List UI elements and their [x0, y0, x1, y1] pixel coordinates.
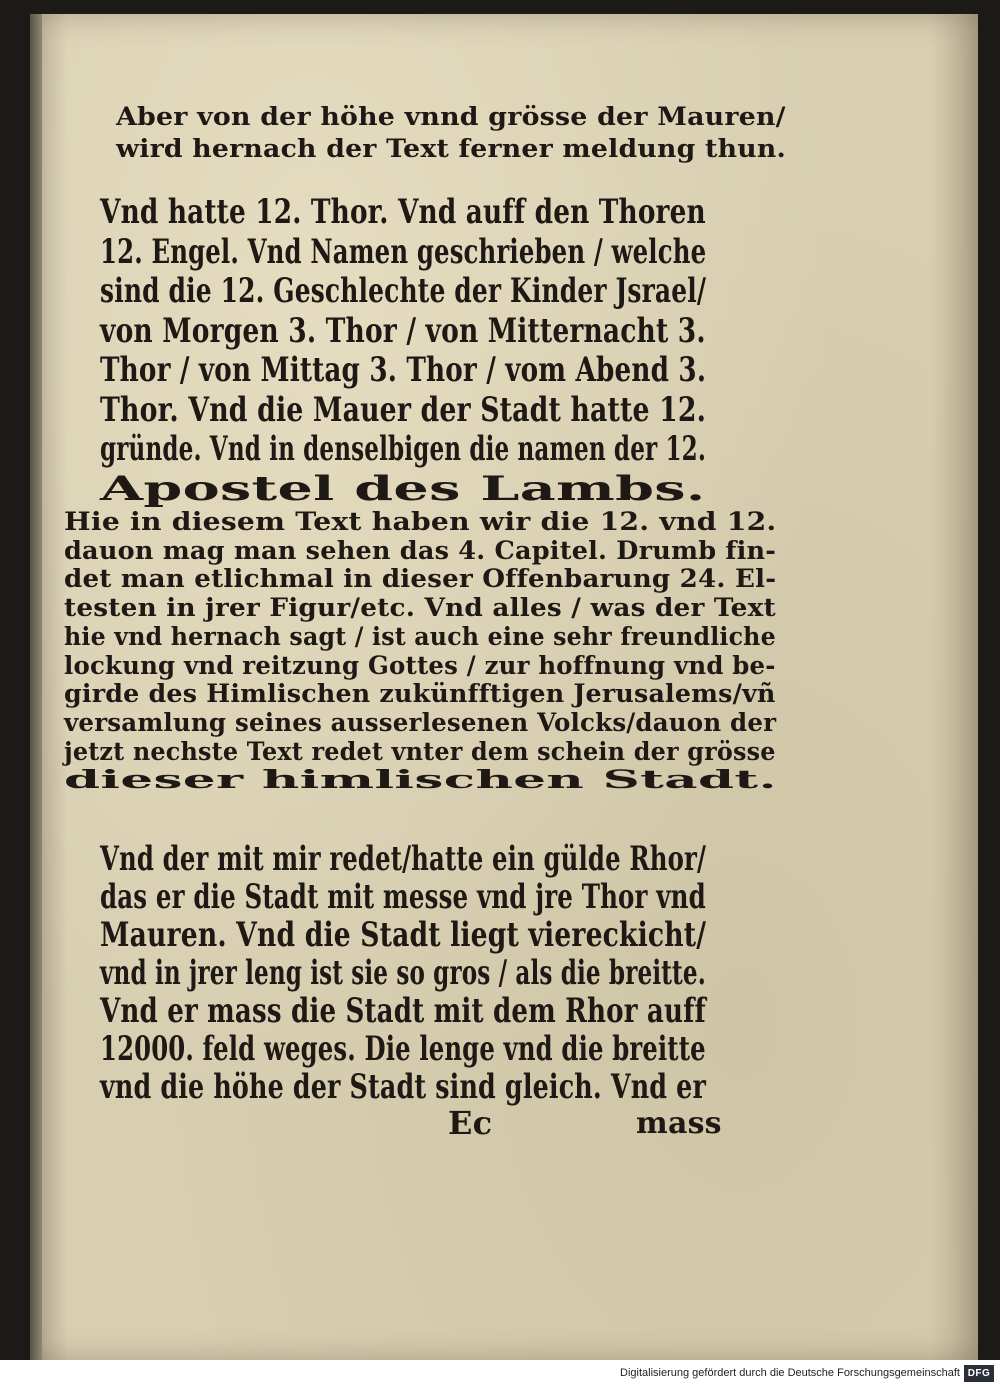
text-line: Vnd der mit mir redet/hatte ein gülde Rhor/: [100, 839, 706, 879]
text-line: sind die 12. Geschlechte der Kinder Jsrael/: [100, 271, 707, 311]
text-line: Thor. Vnd die Mauer der Stadt hatte 12.: [100, 389, 707, 430]
catchword: mass: [636, 1106, 722, 1141]
text-line: wird hernach der Text ferner meldung thun.: [116, 134, 787, 163]
digitization-credit: Digitalisierung gefördert durch die Deutsche Forschungsgemeinschaft: [620, 1367, 960, 1379]
text-line: jetzt nechste Text redet vnter dem schein der grösse: [64, 736, 776, 766]
text-line: Vnd hatte 12. Thor. Vnd auff den Thoren: [100, 192, 706, 232]
text-line: versamlung seines ausserlesenen Volcks/dauon der: [64, 707, 777, 737]
text-line: 12000. feld weges. Die lenge vnd die breitte: [100, 1029, 706, 1069]
text-line: Thor / von Mittag 3. Thor / vom Abend 3.: [100, 350, 707, 390]
signature-mark: Ec: [448, 1104, 493, 1142]
binding-shadow: [30, 14, 42, 1360]
dfg-logo: DFG: [964, 1365, 994, 1382]
text-line: Vnd er mass die Stadt mit dem Rhor auff: [100, 991, 706, 1031]
text-line: lockung vnd reitzung Gottes / zur hoffnung vnd be-: [64, 650, 776, 680]
text-line: Hie in diesem Text haben wir die 12. vnd 12.: [64, 507, 777, 536]
text-line: vnd die höhe der Stadt sind gleich. Vnd er: [100, 1067, 706, 1107]
book-page: [30, 14, 978, 1360]
text-line: hie vnd hernach sagt / ist auch eine sehr freundliche: [64, 621, 776, 651]
text-line: det man etlichmal in dieser Offenbarung 24. El-: [64, 564, 777, 594]
text-line: Aber von der höhe vnnd grösse der Mauren/: [116, 102, 786, 131]
text-line: von Morgen 3. Thor / von Mitternacht 3.: [100, 310, 706, 351]
text-line: testen in jrer Figur/etc. Vnd alles / was der Text: [64, 593, 776, 623]
text-line: dieser himlischen Stadt.: [64, 765, 777, 795]
footer-bar: [0, 1360, 1000, 1389]
text-line: dauon mag man sehen das 4. Capitel. Drumb fin-: [64, 535, 777, 565]
text-line: das er die Stadt mit messe vnd jre Thor vnd: [100, 877, 706, 917]
text-line: Apostel des Lambs.: [100, 468, 706, 509]
text-line: gründe. Vnd in denselbigen die namen der 12.: [100, 429, 707, 469]
text-line: girde des Himlischen zukünfftigen Jerusalems/vñ: [64, 679, 776, 709]
text-line: 12. Engel. Vnd Namen geschrieben / welche: [100, 231, 707, 272]
text-line: Mauren. Vnd die Stadt liegt viereckicht/: [100, 915, 707, 955]
text-line: vnd in jrer leng ist sie so gros / als die breitte.: [100, 953, 706, 993]
